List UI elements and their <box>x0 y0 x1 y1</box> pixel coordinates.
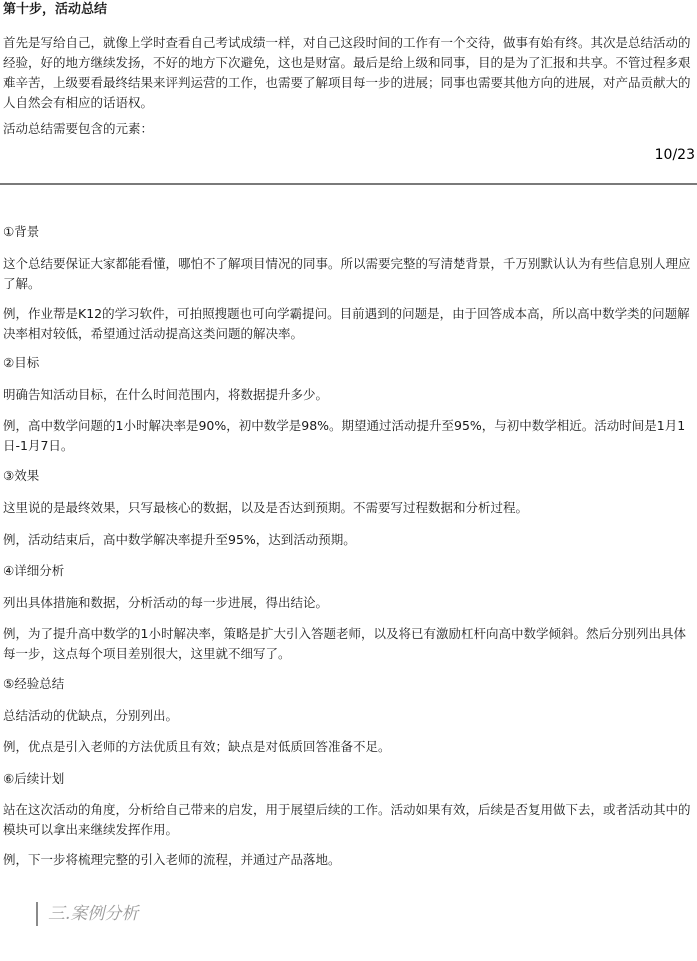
summary-paragraph: 首先是写给自己，就像上学时查看自己考试成绩一样，对自己这段时间的工作有一个交待，做事有始有终。其次是总结活动的经验，好的地方继续发扬，不好的地方下次避免，这也是财富。最后是给上级和同事，目的是为了汇报和共享。不管过程多艰难辛苦，上级要看最终结果来评判运营的工作，也需要了解项目每一步的进展；同事也需要其他方向的进展，对产品贡献大的人自然会有相应的话语权。 <box>3 35 691 110</box>
lessons-desc: 总结活动的优缺点，分别列出。 <box>3 708 179 723</box>
background-desc: 这个总结要保证大家都能看懂，哪怕不了解项目情况的同事。所以需要完整的写清楚背景，千万别默认认为有些信息别人理应了解。 <box>3 256 691 291</box>
effect-example: 例，活动结束后，高中数学解决率提升至95%，达到活动预期。 <box>3 532 356 547</box>
goal-desc: 明确告知活动目标，在什么时间范围内，将数据提升多少。 <box>3 387 329 402</box>
lessons-example: 例，优点是引入老师的方法优质且有效；缺点是对低质回答准备不足。 <box>3 739 391 754</box>
page-divider <box>0 183 697 185</box>
effect-desc: 这里说的是最终效果，只写最核心的数据，以及是否达到预期。不需要写过程数据和分析过程。 <box>3 500 529 515</box>
label-analysis: ④详细分析 <box>3 563 65 578</box>
label-background: ①背景 <box>3 224 40 239</box>
next-plan-desc: 站在这次活动的角度，分析给自己带来的启发，用于展望后续的工作。活动如果有效，后续是否复用做下去，或者活动其中的模块可以拿出来继续发挥作用。 <box>3 802 691 837</box>
step-heading: 第十步，活动总结 <box>3 2 108 17</box>
background-example: 例，作业帮是K12的学习软件，可拍照搜题也可向学霸提问。目前遇到的问题是，由于回答成本高，所以高中数学类的问题解决率相对较低，希望通过活动提高这类问题的解决率。 <box>3 306 690 341</box>
section-title-text: 三.案例分析 <box>48 904 139 924</box>
section-title <box>36 902 138 926</box>
analysis-example: 例，为了提升高中数学的1小时解决率，策略是扩大引入答题老师，以及将已有激励杠杆向高中数学倾斜。然后分别列出具体每一步，这点每个项目差别很大，这里就不细写了。 <box>3 626 686 661</box>
label-next-plan: ⑥后续计划 <box>3 771 65 786</box>
next-plan-example: 例，下一步将梳理完整的引入老师的流程，并通过产品落地。 <box>3 852 341 867</box>
analysis-desc: 列出具体措施和数据，分析活动的每一步进展，得出结论。 <box>3 595 329 610</box>
elements-intro: 活动总结需要包含的元素： <box>3 121 154 136</box>
goal-example: 例，高中数学问题的1小时解决率是90%，初中数学是98%。期望通过活动提升至95%，与初中数学相近。活动时间是1月1日-1月7日。 <box>3 418 686 453</box>
label-goal: ②目标 <box>3 355 40 370</box>
label-effect: ③效果 <box>3 468 40 483</box>
page-number: 10/23 <box>654 147 695 163</box>
label-lessons: ⑤经验总结 <box>3 676 65 691</box>
